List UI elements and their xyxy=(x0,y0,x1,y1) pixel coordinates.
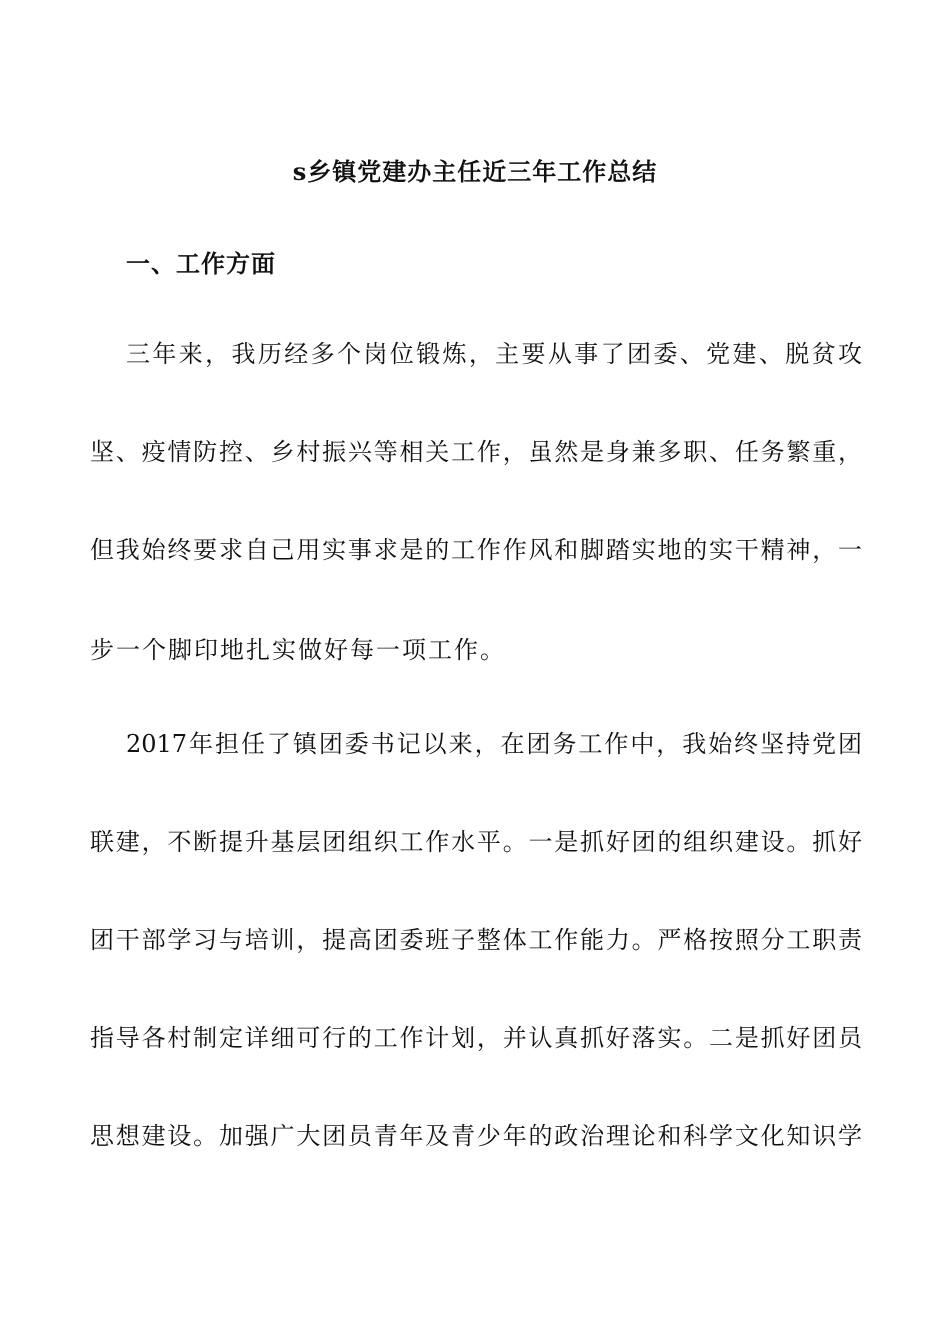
paragraph-line: 指导各村制定详细可行的工作计划，并认真抓好落实。二是抓好团员 xyxy=(90,1024,862,1052)
paragraph-line: 三年来，我历经多个岗位锻炼，主要从事了团委、党建、脱贫攻 xyxy=(126,340,862,368)
section-heading: 一、工作方面 xyxy=(126,249,276,278)
paragraph-line: 联建，不断提升基层团组织工作水平。一是抓好团的组织建设。抓好 xyxy=(90,828,862,856)
paragraph-line: 坚、疫情防控、乡村振兴等相关工作，虽然是身兼多职、任务繁重， xyxy=(90,438,862,466)
paragraph-line: 思想建设。加强广大团员青年及青少年的政治理论和科学文化知识学 xyxy=(90,1122,862,1150)
paragraph-line: 步一个脚印地扎实做好每一项工作。 xyxy=(90,636,506,664)
paragraph-line: 2017年担任了镇团委书记以来，在团务工作中，我始终坚持党团 xyxy=(126,730,862,758)
document-title: s乡镇党建办主任近三年工作总结 xyxy=(292,157,658,186)
paragraph-line: 但我始终要求自己用实事求是的工作作风和脚踏实地的实干精神，一 xyxy=(90,536,862,564)
paragraph-line: 团干部学习与培训，提高团委班子整体工作能力。严格按照分工职责 xyxy=(90,926,862,954)
